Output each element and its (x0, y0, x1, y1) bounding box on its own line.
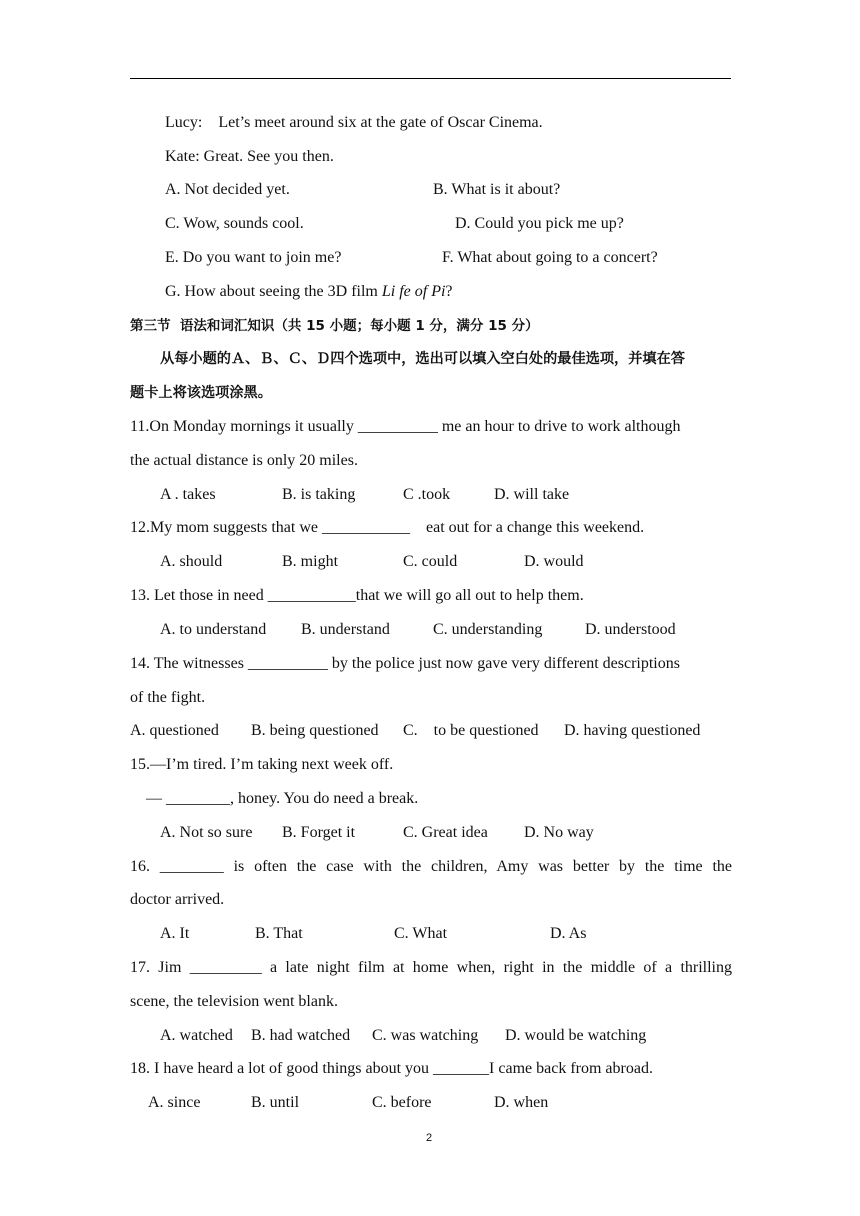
question-14-option-a: A. questioned (130, 722, 219, 739)
question-18-option-b: B. until (251, 1094, 300, 1111)
section-instruction-line2: 题卡上将该选项涂黑。 (130, 385, 272, 401)
section-title-part: 分，满分 (424, 318, 489, 334)
question-12-option-d: D. would (524, 553, 584, 570)
question-15-stem-line2: — ________, honey. You do need a break. (146, 790, 419, 807)
question-17-stem-line1: 17. Jim _________ a late night film at home when, right in the middle of a thrilling (130, 959, 732, 976)
question-11-option-a: A . takes (160, 486, 216, 503)
question-17-option-b: B. had watched (251, 1027, 351, 1044)
question-12-stem-line1: 12.My mom suggests that we ___________ eat out for a change this weekend. (130, 519, 645, 536)
question-13-option-d: D. understood (585, 621, 676, 638)
question-13-option-b: B. understand (301, 621, 390, 638)
question-14-option-b: B. being questioned (251, 722, 379, 739)
question-15-option-a: A. Not so sure (160, 824, 253, 841)
question-12-option-b: B. might (282, 553, 339, 570)
dialog-option-f: F. What about going to a concert? (442, 249, 658, 266)
question-12-option-c: C. could (403, 553, 458, 570)
section-title-part: 小题；每小题 (324, 318, 416, 334)
question-17-stem-line2: scene, the television went blank. (130, 993, 338, 1010)
question-15-option-d: D. No way (524, 824, 594, 841)
question-16-option-d: D. As (550, 925, 587, 942)
page-number: 2 (426, 1132, 433, 1144)
question-18-option-d: D. when (494, 1094, 549, 1111)
question-11-option-b: B. is taking (282, 486, 356, 503)
question-18-stem-line1: 18. I have heard a lot of good things about you _______I came back from abroad. (130, 1060, 653, 1077)
question-13-option-c: C. understanding (433, 621, 543, 638)
option-g-suffix: ? (445, 283, 453, 300)
question-15-stem-line1: 15.—I’m tired. I’m taking next week off. (130, 756, 394, 773)
section-title-part: 分） (506, 318, 539, 334)
question-16-stem-line1: 16. ________ is often the case with the children, Amy was better by the time the (130, 858, 732, 875)
section-instruction-line1: 从每小题的Ａ、Ｂ、Ｃ、Ｄ四个选项中，选出可以填入空白处的最佳选项，并填在答 (160, 351, 685, 367)
dialog-option-d: D. Could you pick me up? (455, 215, 624, 232)
question-11-stem-line1: 11.On Monday mornings it usually __________ me an hour to drive to work although (130, 418, 681, 435)
section-title (130, 316, 539, 336)
question-14-stem-line1: 14. The witnesses __________ by the police just now gave very different descriptions (130, 655, 680, 672)
question-17-option-a: A. watched (160, 1027, 233, 1044)
question-13-option-a: A. to understand (160, 621, 267, 638)
header-rule (130, 78, 731, 79)
section-title-part: 15 (306, 318, 325, 334)
question-11-option-d: D. will take (494, 486, 570, 503)
question-11-option-c: C .took (403, 486, 451, 503)
question-13-stem-line1: 13. Let those in need ___________that we will go all out to help them. (130, 587, 584, 604)
question-12-option-a: A. should (160, 553, 223, 570)
question-14-option-d: D. having questioned (564, 722, 701, 739)
question-17-option-d: D. would be watching (505, 1027, 647, 1044)
dialog-line-kate: Kate: Great. See you then. (165, 148, 334, 165)
question-14-option-c: C. to be questioned (403, 722, 539, 739)
question-14-stem-line2: of the fight. (130, 689, 206, 706)
dialog-option-b: B. What is it about? (433, 181, 561, 198)
option-g-prefix: G. How about seeing the 3D film (165, 283, 382, 300)
dialog-option-a: A. Not decided yet. (165, 181, 290, 198)
question-16-option-b: B. That (255, 925, 303, 942)
dialog-option-e: E. Do you want to join me? (165, 249, 342, 266)
question-17-option-c: C. was watching (372, 1027, 479, 1044)
question-18-option-a: A. since (148, 1094, 201, 1111)
question-15-option-b: B. Forget it (282, 824, 356, 841)
question-16-option-a: A. It (160, 925, 190, 942)
section-title-part: 1 (415, 318, 425, 334)
film-title: Li fe of Pi (381, 283, 446, 300)
dialog-line-lucy: Lucy: Let’s meet around six at the gate of Oscar Cinema. (165, 114, 543, 131)
question-16-option-c: C. What (394, 925, 448, 942)
section-title-part: 15 (488, 318, 507, 334)
section-title-part: 第三节 语法和词汇知识（共 (130, 318, 307, 334)
question-18-option-c: C. before (372, 1094, 432, 1111)
question-15-option-c: C. Great idea (403, 824, 488, 841)
dialog-option-g (165, 282, 453, 302)
question-11-stem-line2: the actual distance is only 20 miles. (130, 452, 358, 469)
dialog-option-c: C. Wow, sounds cool. (165, 215, 304, 232)
question-16-stem-line2: doctor arrived. (130, 891, 225, 908)
